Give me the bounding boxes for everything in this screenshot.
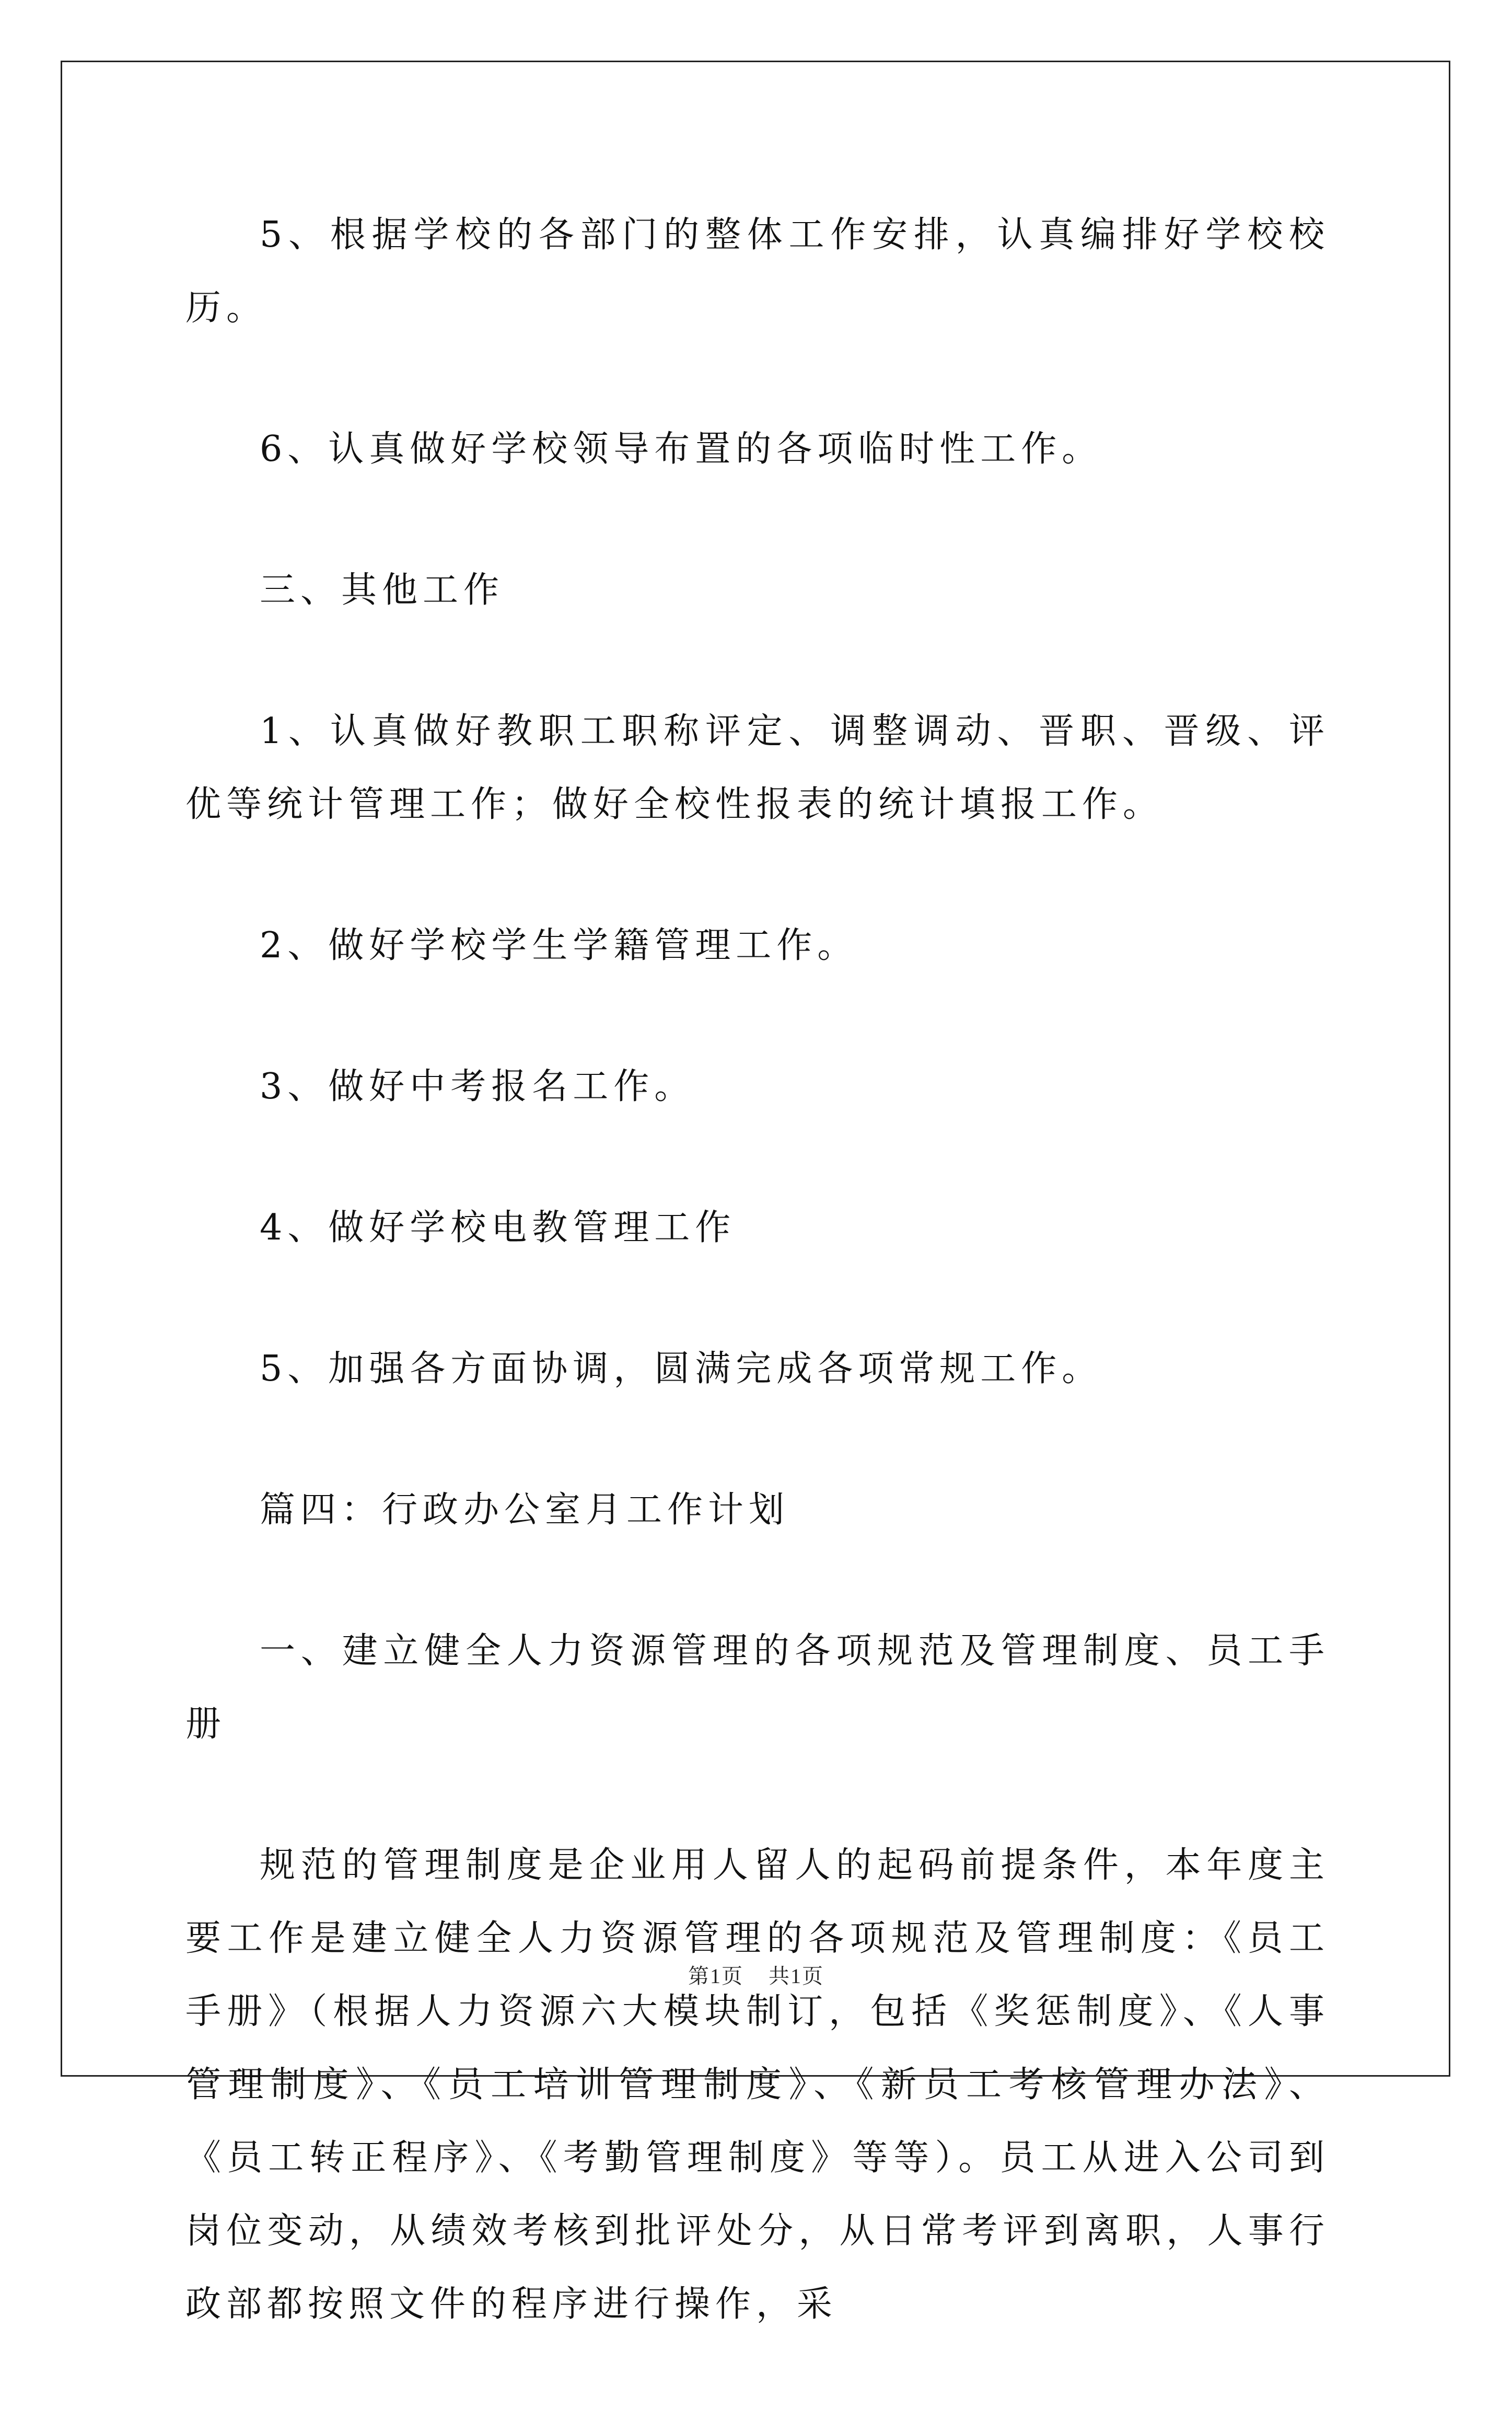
page-total: 共1页 xyxy=(769,1964,824,1988)
paragraph: 4、做好学校电教管理工作 xyxy=(260,1207,736,1248)
page-footer xyxy=(0,1960,1512,1989)
paragraph: 1、认真做好教职工职称评定、调整调动、晋职、晋级、评优等统计管理工作；做好全校性报表的统计填报工作。 xyxy=(185,711,1330,825)
chapter-title: 篇四：行政办公室月工作计划 xyxy=(260,1489,790,1531)
page-number: 第1页 xyxy=(688,1964,743,1988)
paragraph: 6、认真做好学校领导布置的各项临时性工作。 xyxy=(260,428,1103,470)
paragraph: 规范的管理制度是企业用人留人的起码前提条件，本年度主要工作是建立健全人力资源管理的各项规范及管理制度：《员工手册》（根据人力资源六大模块制订，包括《奖惩制度》、《人事管理制度》、《员工培训管理制度》、《新员工考核管理办法》、《员工转正程序》、《考勤管理制度》等等）。员工从进入公司到岗位变动，从绩效考核到批评处分，从日常考评到离职，人事行政部都按照文件的程序进行操作，采 xyxy=(185,1845,1330,2325)
document-body xyxy=(185,199,1330,2409)
section-heading: 一、建立健全人力资源管理的各项规范及管理制度、员工手册 xyxy=(185,1630,1330,1745)
paragraph: 5、根据学校的各部门的整体工作安排，认真编排好学校校历。 xyxy=(185,214,1330,329)
paragraph: 5、加强各方面协调，圆满完成各项常规工作。 xyxy=(260,1348,1103,1389)
section-heading: 三、其他工作 xyxy=(260,570,505,611)
paragraph: 2、做好学校学生学籍管理工作。 xyxy=(260,925,858,966)
paragraph: 3、做好中考报名工作。 xyxy=(260,1066,695,1107)
